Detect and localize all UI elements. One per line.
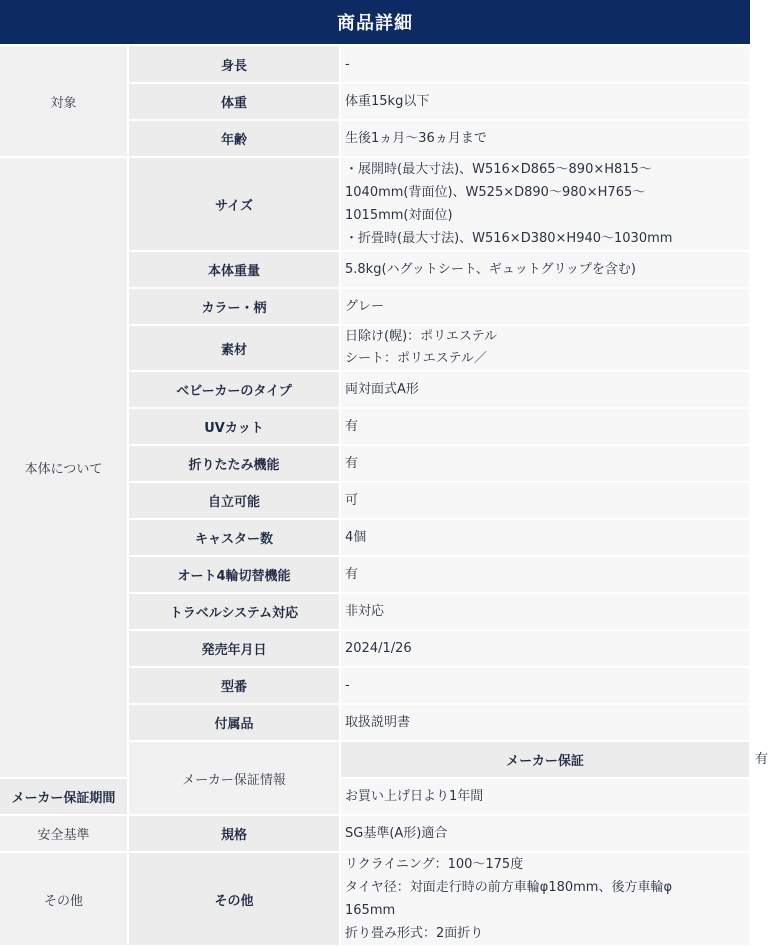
table-row: メーカー保証情報 メーカー保証 有 xyxy=(0,741,750,778)
spec-value-warranty-period: お買い上げ日より1年間 xyxy=(340,778,750,815)
spec-label-warranty-period: メーカー保証期間 xyxy=(0,778,128,815)
spec-value-size: ・展開時(最大寸法)、W516×D865〜890×H815〜 1040mm(背面位)、W525×D890〜980×H765〜 1015mm(対面位) ・折畳時(最大寸法)、W516×D380×H940〜1030mm xyxy=(340,157,750,251)
group-warranty: メーカー保証情報 xyxy=(128,741,340,815)
spec-label-size: サイズ xyxy=(128,157,340,251)
spec-label-standard: 規格 xyxy=(128,815,340,852)
spec-value-auto-4wheel: 有 xyxy=(340,556,750,593)
group-safety: 安全基準 xyxy=(0,815,128,852)
spec-label-casters: キャスター数 xyxy=(128,519,340,556)
spec-value-age: 生後1ヵ月〜36ヵ月まで xyxy=(340,120,750,157)
spec-label-self-standing: 自立可能 xyxy=(128,482,340,519)
spec-label-body-weight: 本体重量 xyxy=(128,251,340,288)
spec-label-age: 年齢 xyxy=(128,120,340,157)
spec-label-material: 素材 xyxy=(128,325,340,371)
spec-value-body-weight: 5.8kg(ハグットシート、ギュットグリップを含む) xyxy=(340,251,750,288)
table-row xyxy=(0,815,750,852)
spec-label-weight: 体重 xyxy=(128,83,340,120)
spec-value-folding: 有 xyxy=(340,445,750,482)
spec-label-stroller-type: ベビーカーのタイプ xyxy=(128,371,340,408)
spec-label-color: カラー・柄 xyxy=(128,288,340,325)
spec-value-self-standing: 可 xyxy=(340,482,750,519)
spec-value-stroller-type: 両対面式A形 xyxy=(340,371,750,408)
table-row xyxy=(0,157,750,251)
table-row xyxy=(0,852,750,946)
spec-label-model: 型番 xyxy=(128,667,340,704)
spec-label-accessories: 付属品 xyxy=(128,704,340,741)
spec-value-release-date: 2024/1/26 xyxy=(340,630,750,667)
spec-value-accessories: 取扱説明書 xyxy=(340,704,750,741)
spec-value-height: - xyxy=(340,46,750,83)
spec-value-uv-cut: 有 xyxy=(340,408,750,445)
spec-label-release-date: 発売年月日 xyxy=(128,630,340,667)
spec-label-other: その他 xyxy=(128,852,340,946)
spec-value-color: グレー xyxy=(340,288,750,325)
spec-value-weight: 体重15kg以下 xyxy=(340,83,750,120)
spec-value-other: リクライニング：100〜175度 タイヤ径：対面走行時の前方車輪φ180mm、後方車輪φ 165mm 折り畳み形式：2面折り xyxy=(340,852,750,946)
spec-value-material: 日除け(幌)：ポリエステル シート：ポリエステル／ xyxy=(340,325,750,371)
table-row xyxy=(0,778,750,815)
spec-table xyxy=(0,46,768,947)
group-target: 対象 xyxy=(0,46,128,157)
group-other: その他 xyxy=(0,852,128,946)
spec-label-auto-4wheel: オート4輪切替機能 xyxy=(128,556,340,593)
group-body: 本体について xyxy=(0,157,128,778)
table-row xyxy=(0,46,750,83)
spec-value-casters: 4個 xyxy=(340,519,750,556)
spec-title: 商品詳細 xyxy=(337,13,413,34)
spec-label-folding: 折りたたみ機能 xyxy=(128,445,340,482)
spec-header xyxy=(0,0,750,46)
spec-label-uv-cut: UVカット xyxy=(128,408,340,445)
spec-label-maker-warranty: メーカー保証 xyxy=(340,741,750,778)
spec-value-standard: SG基準(A形)適合 xyxy=(340,815,750,852)
spec-value-travel-system: 非対応 xyxy=(340,593,750,630)
spec-value-model: - xyxy=(340,667,750,704)
spec-label-height: 身長 xyxy=(128,46,340,83)
spec-label-travel-system: トラベルシステム対応 xyxy=(128,593,340,630)
